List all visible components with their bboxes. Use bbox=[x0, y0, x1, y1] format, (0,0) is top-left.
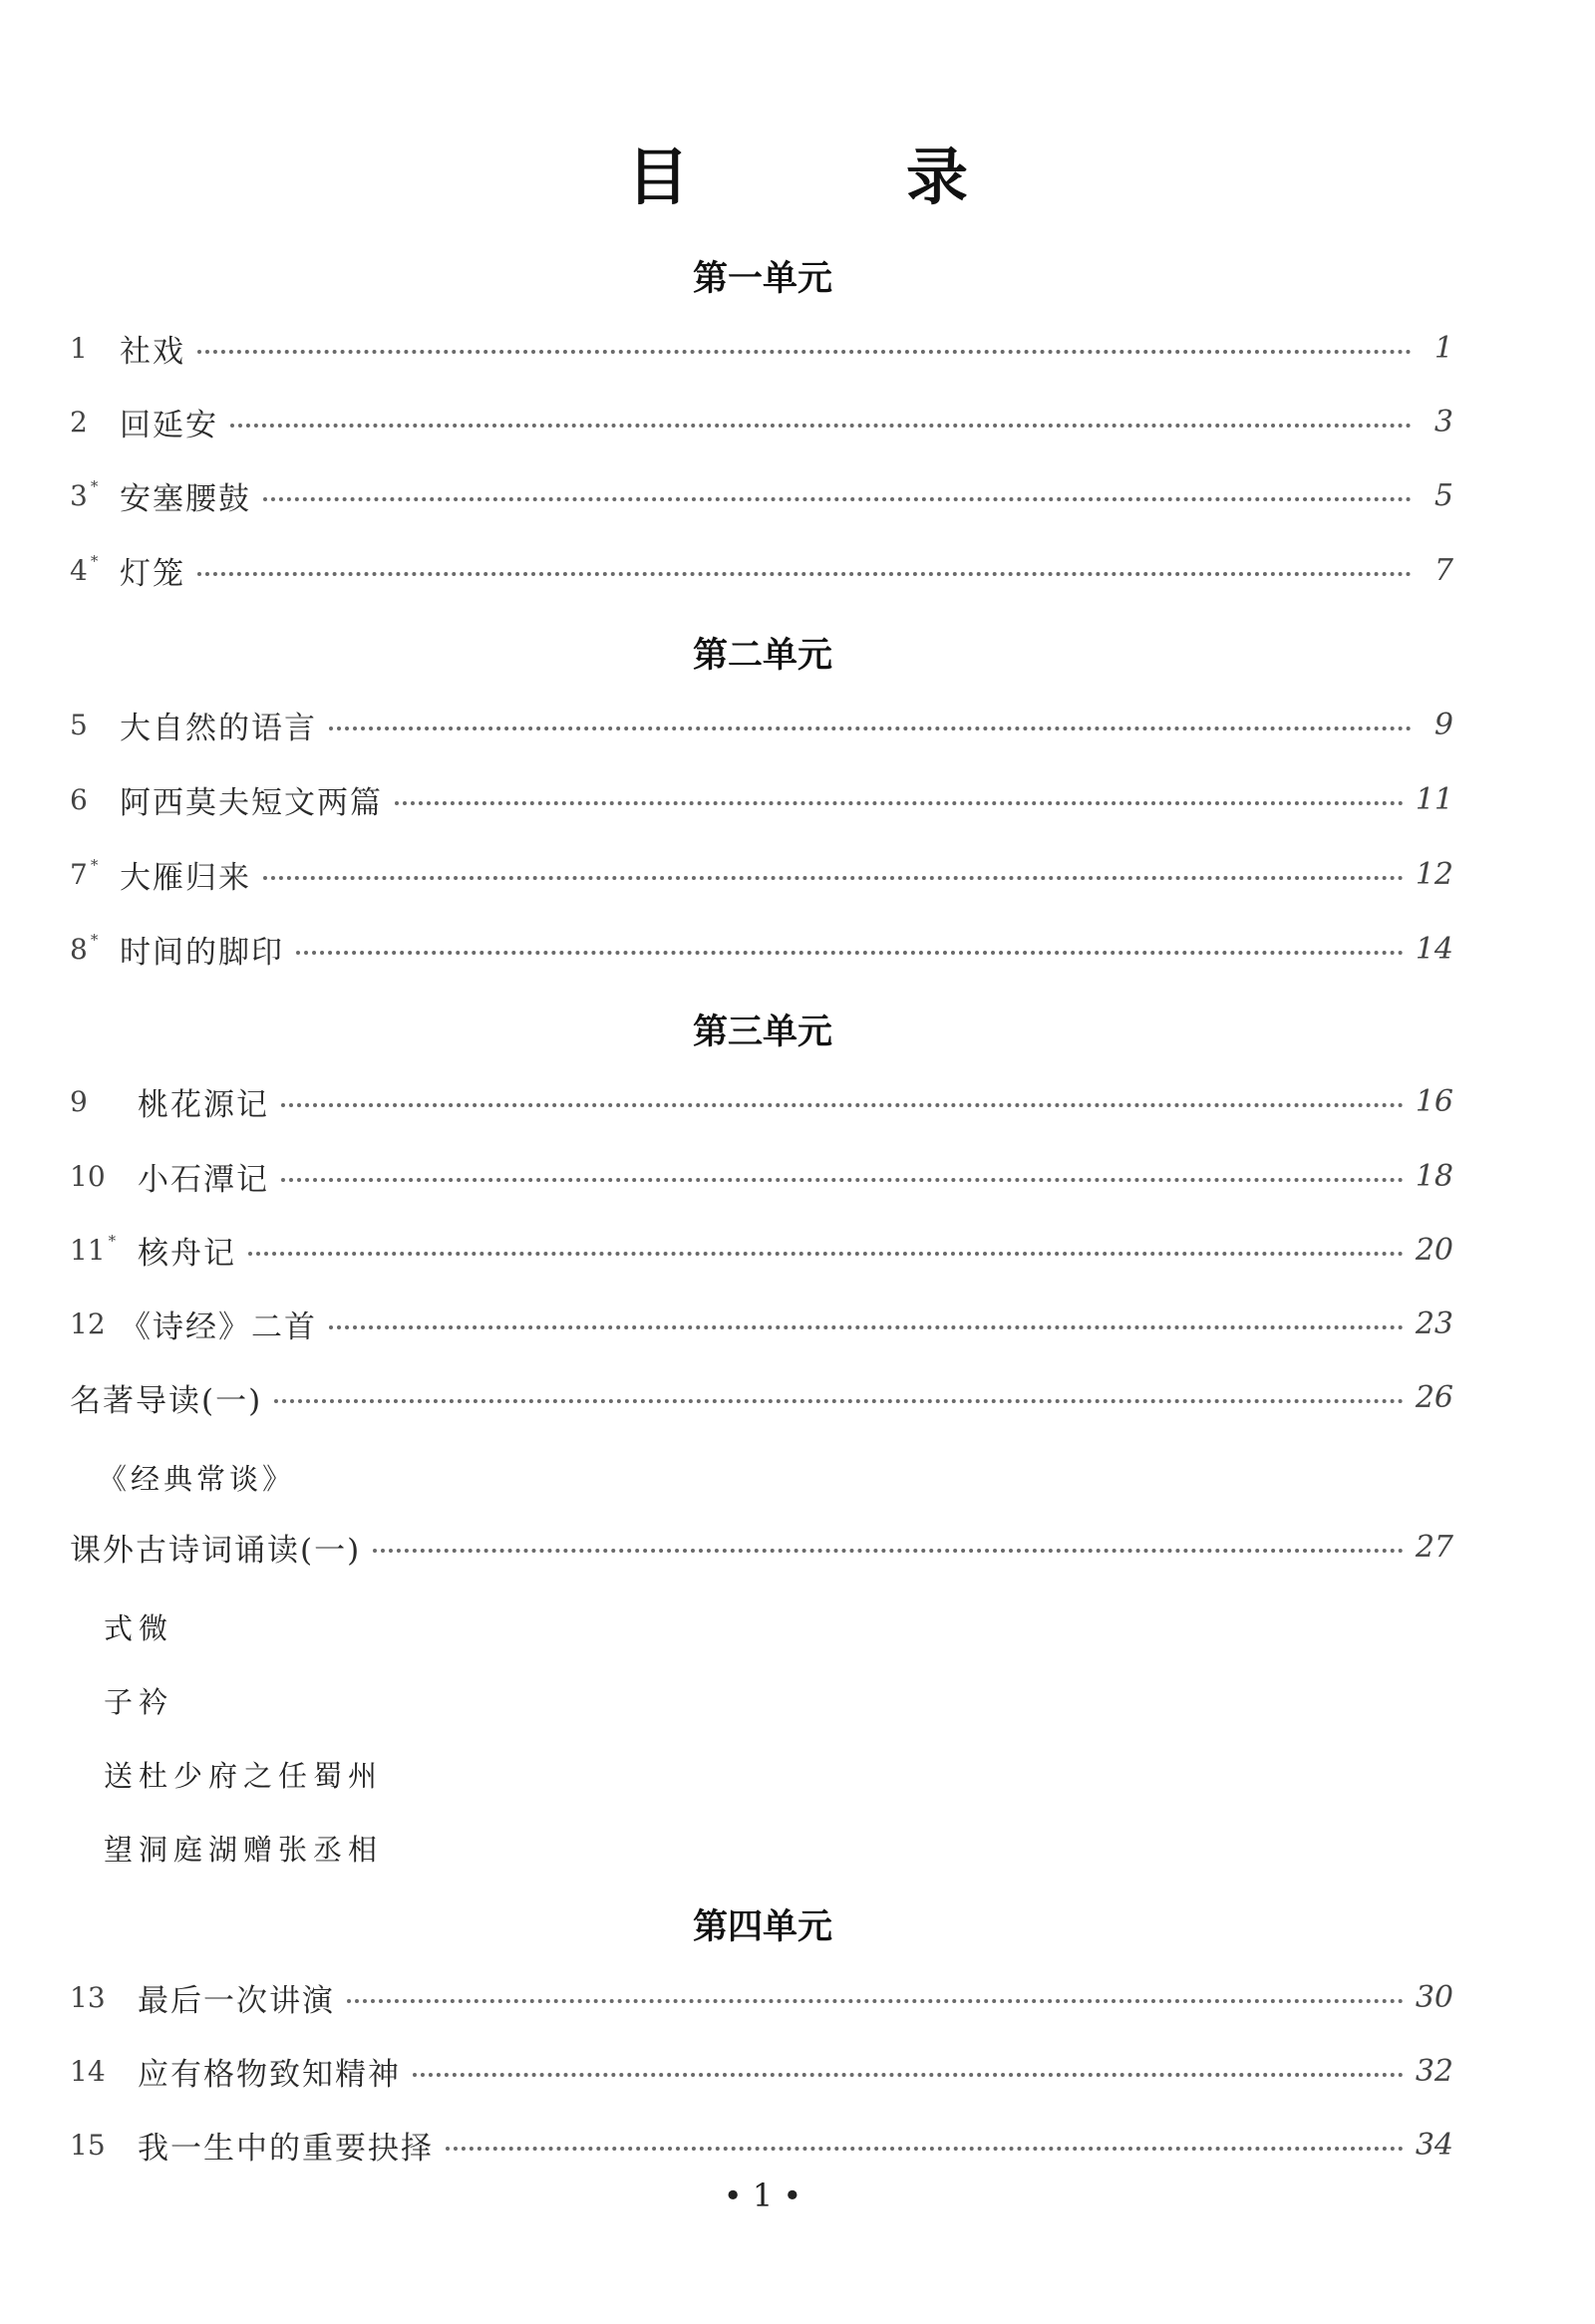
entry-number: 5 bbox=[70, 708, 88, 741]
unit-heading: 第二单元 bbox=[692, 635, 832, 676]
page-title: 目 录 bbox=[626, 141, 1046, 213]
toc-entry[interactable] bbox=[70, 326, 1453, 370]
dot-leader bbox=[274, 1399, 1404, 1403]
dot-leader bbox=[296, 951, 1404, 955]
toc-entry[interactable] bbox=[70, 400, 1453, 443]
entry-number: 7 * bbox=[70, 855, 99, 891]
toc-entry[interactable] bbox=[70, 1302, 1453, 1345]
entry-title: 安塞腰鼓 bbox=[120, 480, 251, 517]
entry-page: 26 bbox=[1415, 1379, 1453, 1415]
entry-number: 2 bbox=[70, 405, 88, 438]
dot-leader bbox=[329, 726, 1412, 730]
page-number: • 1 • bbox=[723, 2177, 802, 2214]
unit-heading: 第三单元 bbox=[692, 1012, 832, 1052]
toc-entry[interactable] bbox=[70, 1079, 1453, 1123]
toc-entry[interactable] bbox=[70, 2049, 1453, 2093]
entry-title: 灯笼 bbox=[120, 555, 185, 592]
entry-number: 4 * bbox=[70, 551, 99, 587]
toc-entry[interactable] bbox=[70, 473, 1453, 517]
entry-title: 核舟记 bbox=[138, 1235, 236, 1272]
dot-leader bbox=[248, 1252, 1404, 1256]
dot-leader bbox=[329, 1325, 1404, 1329]
entry-title: 社戏 bbox=[120, 333, 185, 370]
dot-leader bbox=[395, 801, 1404, 805]
entry-number: 13 bbox=[70, 1980, 106, 2014]
entry-title: 回延安 bbox=[120, 407, 218, 443]
toc-entry[interactable] bbox=[70, 1154, 1453, 1198]
dot-leader bbox=[281, 1178, 1404, 1182]
toc-entry[interactable] bbox=[70, 927, 1453, 971]
entry-page: 1 bbox=[1434, 330, 1453, 366]
toc-entry[interactable] bbox=[70, 703, 1453, 746]
entry-page: 30 bbox=[1415, 1979, 1453, 2015]
toc-entry[interactable] bbox=[70, 2123, 1453, 2167]
dot-leader bbox=[197, 572, 1412, 576]
entry-title: 最后一次讲演 bbox=[138, 1982, 335, 2019]
entry-page: 16 bbox=[1415, 1083, 1453, 1119]
entry-page: 34 bbox=[1415, 2127, 1453, 2163]
entry-number: 10 bbox=[70, 1159, 106, 1193]
entry-page: 14 bbox=[1415, 931, 1453, 967]
entry-page: 12 bbox=[1415, 856, 1453, 892]
entry-number: 3 * bbox=[70, 476, 99, 512]
entry-page: 11 bbox=[1415, 781, 1453, 817]
entry-title: 时间的脚印 bbox=[120, 934, 284, 971]
dot-leader bbox=[263, 497, 1412, 501]
entry-number: 12 bbox=[70, 1307, 106, 1340]
toc-entry[interactable] bbox=[70, 548, 1453, 592]
entry-title: 我一生中的重要抉择 bbox=[138, 2130, 434, 2167]
dot-leader bbox=[413, 2073, 1404, 2077]
entry-number: 9 bbox=[70, 1084, 88, 1118]
sub-item[interactable]: 《经典常谈》 bbox=[98, 1462, 296, 1496]
entry-title: 大雁归来 bbox=[120, 859, 251, 896]
toc-entry-reading-guide[interactable] bbox=[70, 1375, 1453, 1419]
sub-item[interactable]: 望洞庭湖赠张丞相 bbox=[104, 1833, 384, 1867]
sub-item[interactable]: 送杜少府之任蜀州 bbox=[104, 1759, 384, 1793]
entry-title: 大自然的语言 bbox=[120, 710, 317, 746]
entry-title: 名著导读(一) bbox=[70, 1382, 263, 1419]
entry-title: 应有格物致知精神 bbox=[138, 2056, 401, 2093]
unit-heading: 第四单元 bbox=[692, 1906, 832, 1947]
sub-item[interactable]: 子衿 bbox=[104, 1685, 174, 1719]
entry-number: 1 bbox=[70, 331, 88, 365]
entry-page: 9 bbox=[1434, 707, 1453, 742]
entry-number: 6 bbox=[70, 782, 88, 816]
entry-number: 8 * bbox=[70, 930, 99, 966]
entry-title: 课外古诗词诵读(一) bbox=[70, 1532, 362, 1569]
entry-page: 32 bbox=[1415, 2053, 1453, 2089]
dot-leader bbox=[197, 350, 1412, 354]
entry-number: 11 * bbox=[70, 1231, 117, 1267]
entry-title: 《诗经》二首 bbox=[120, 1308, 317, 1345]
dot-leader bbox=[446, 2147, 1404, 2151]
toc-entry[interactable] bbox=[70, 777, 1453, 821]
toc-entry[interactable] bbox=[70, 1228, 1453, 1272]
sub-item[interactable]: 式微 bbox=[104, 1611, 174, 1645]
entry-page: 18 bbox=[1415, 1158, 1453, 1194]
dot-leader bbox=[281, 1103, 1404, 1107]
toc-entry[interactable] bbox=[70, 852, 1453, 896]
entry-page: 7 bbox=[1434, 552, 1453, 588]
entry-title: 阿西莫夫短文两篇 bbox=[120, 784, 383, 821]
entry-number: 15 bbox=[70, 2128, 106, 2162]
entry-page: 23 bbox=[1415, 1306, 1453, 1341]
dot-leader bbox=[373, 1549, 1404, 1553]
entry-page: 3 bbox=[1434, 404, 1453, 439]
toc-entry-poetry-reading[interactable] bbox=[70, 1525, 1453, 1569]
dot-leader bbox=[263, 876, 1404, 880]
toc-entry[interactable] bbox=[70, 1975, 1453, 2019]
entry-title: 桃花源记 bbox=[138, 1086, 269, 1123]
dot-leader bbox=[230, 424, 1412, 428]
entry-page: 27 bbox=[1415, 1529, 1453, 1565]
entry-page: 5 bbox=[1434, 477, 1453, 513]
dot-leader bbox=[347, 1999, 1404, 2003]
entry-title: 小石潭记 bbox=[138, 1161, 269, 1198]
entry-number: 14 bbox=[70, 2054, 106, 2088]
entry-page: 20 bbox=[1415, 1232, 1453, 1268]
unit-heading: 第一单元 bbox=[692, 258, 832, 299]
